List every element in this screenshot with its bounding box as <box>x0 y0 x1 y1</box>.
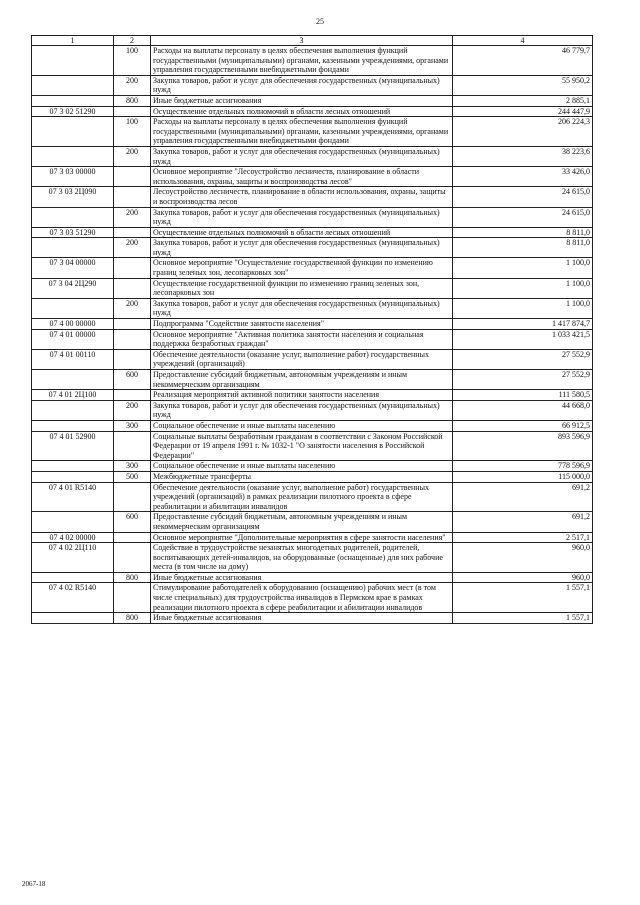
row-expense-type <box>114 583 151 613</box>
row-description: Социальные выплаты безработным гражданам в соответствии с Законом Российской Федерации от 19 апреля 1991 г. № 1032-1 "О занятости населения в Российской Федерации" <box>151 431 453 461</box>
row-expense-type: 200 <box>114 146 151 166</box>
row-description: Социальное обеспечение и иные выплаты населению <box>151 461 453 472</box>
table-row <box>32 512 593 532</box>
budget-table <box>31 35 593 624</box>
row-description: Осуществление отдельных полномочий в области лесных отношений <box>151 227 453 238</box>
row-description: Закупка товаров, работ и услуг для обеспечения государственных (муниципальных) нужд <box>151 146 453 166</box>
row-description: Лесоустройство лесничеств, планирование в области использования, охраны, защиты и воспроизводства лесов <box>151 187 453 207</box>
row-expense-type <box>114 278 151 298</box>
row-description: Закупка товаров, работ и услуг для обеспечения государственных (муниципальных) нужд <box>151 238 453 258</box>
table-row <box>32 207 593 227</box>
row-description: Осуществление государственной функции по изменению границ зеленых зон, лесопарковых зон <box>151 278 453 298</box>
row-description: Иные бюджетные ассигнования <box>151 95 453 106</box>
table-row <box>32 471 593 482</box>
row-code <box>32 400 114 420</box>
row-description: Основное мероприятие "Дополнительные мероприятия в сфере занятости населения" <box>151 532 453 543</box>
table-row <box>32 238 593 258</box>
table-row <box>32 532 593 543</box>
row-amount: 1 100,0 <box>453 278 593 298</box>
row-expense-type: 200 <box>114 207 151 227</box>
row-description: Предоставление субсидий бюджетным, автономным учреждениям и иным некоммерческим организациям <box>151 512 453 532</box>
table-row <box>32 46 593 76</box>
row-code: 07 4 01 2Ц100 <box>32 390 114 401</box>
row-expense-type: 800 <box>114 572 151 583</box>
row-amount: 44 668,0 <box>453 400 593 420</box>
row-amount: 960,0 <box>453 543 593 573</box>
row-code <box>32 117 114 147</box>
row-description: Закупка товаров, работ и услуг для обеспечения государственных (муниципальных) нужд <box>151 400 453 420</box>
row-expense-type: 800 <box>114 95 151 106</box>
row-expense-type <box>114 543 151 573</box>
header-col-1: 1 <box>32 36 114 46</box>
row-code: 07 4 02 00000 <box>32 532 114 543</box>
row-amount: 24 615,0 <box>453 207 593 227</box>
row-description: Обеспечение деятельности (оказание услуг, выполнение работ) государственных учреждений (организаций) в рамках реализации пилотного проекта в сфере реабилитации и абилитации инвалидов <box>151 482 453 512</box>
row-description: Осуществление отдельных полномочий в области лесных отношений <box>151 106 453 117</box>
row-expense-type <box>114 167 151 187</box>
row-expense-type <box>114 227 151 238</box>
row-amount: 1 417 874,7 <box>453 319 593 330</box>
page-number: 25 <box>316 17 324 26</box>
row-expense-type <box>114 532 151 543</box>
row-description: Иные бюджетные ассигнования <box>151 572 453 583</box>
row-code: 07 4 01 R5140 <box>32 482 114 512</box>
table-row <box>32 278 593 298</box>
row-description: Стимулирование работодателей к оборудованию (оснащению) рабочих мест (в том числе специальных) для трудоустройства инвалидов в Пермском крае в рамках реализации пилотного проекта в сфере реабилитации и абилитации инвалидов <box>151 583 453 613</box>
header-col-3: 3 <box>151 36 453 46</box>
row-expense-type: 300 <box>114 461 151 472</box>
row-expense-type <box>114 431 151 461</box>
table-row <box>32 95 593 106</box>
row-amount: 2 517,1 <box>453 532 593 543</box>
row-amount: 691,2 <box>453 482 593 512</box>
row-code <box>32 46 114 76</box>
row-amount: 2 885,1 <box>453 95 593 106</box>
table-row <box>32 187 593 207</box>
row-amount: 111 580,5 <box>453 390 593 401</box>
row-code <box>32 613 114 624</box>
row-description: Основное мероприятие "Осуществление государственной функции по изменению границ зеленых зон, лесопарковых зон" <box>151 258 453 278</box>
row-amount: 66 912,5 <box>453 420 593 431</box>
row-expense-type: 500 <box>114 471 151 482</box>
row-expense-type: 200 <box>114 75 151 95</box>
row-description: Социальное обеспечение и иные выплаты населению <box>151 420 453 431</box>
table-row <box>32 227 593 238</box>
table-row <box>32 543 593 573</box>
row-expense-type: 300 <box>114 420 151 431</box>
row-expense-type: 100 <box>114 117 151 147</box>
row-expense-type <box>114 349 151 369</box>
document-footer-code: 2067-18 <box>22 880 46 888</box>
row-code: 07 4 02 R5140 <box>32 583 114 613</box>
row-description: Предоставление субсидий бюджетным, автономным учреждениям и иным некоммерческим организациям <box>151 370 453 390</box>
table-row <box>32 329 593 349</box>
row-amount: 38 223,6 <box>453 146 593 166</box>
row-code: 07 4 00 00000 <box>32 319 114 330</box>
row-amount: 691,2 <box>453 512 593 532</box>
row-code: 07 3 04 2Ц290 <box>32 278 114 298</box>
row-description: Расходы на выплаты персоналу в целях обеспечения выполнения функций государственными (муниципальными) органами, казенными учреждениями, органами управления государственными внебюджетными фондами <box>151 117 453 147</box>
row-code <box>32 75 114 95</box>
row-code: 07 3 04 00000 <box>32 258 114 278</box>
header-col-2: 2 <box>114 36 151 46</box>
row-amount: 27 552,9 <box>453 349 593 369</box>
table-row <box>32 75 593 95</box>
table-row <box>32 167 593 187</box>
table-row <box>32 613 593 624</box>
row-amount: 46 779,7 <box>453 46 593 76</box>
table-row <box>32 349 593 369</box>
row-description: Закупка товаров, работ и услуг для обеспечения государственных (муниципальных) нужд <box>151 207 453 227</box>
table-row <box>32 431 593 461</box>
row-amount: 960,0 <box>453 572 593 583</box>
table-row <box>32 298 593 318</box>
row-expense-type <box>114 187 151 207</box>
row-amount: 33 426,0 <box>453 167 593 187</box>
row-code: 07 4 02 2Ц110 <box>32 543 114 573</box>
table-row <box>32 258 593 278</box>
row-expense-type <box>114 258 151 278</box>
table-row <box>32 572 593 583</box>
row-amount: 115 000,0 <box>453 471 593 482</box>
row-code <box>32 146 114 166</box>
table-row <box>32 400 593 420</box>
table-row <box>32 461 593 472</box>
row-code: 07 3 03 2Ц090 <box>32 187 114 207</box>
row-code: 07 3 02 51290 <box>32 106 114 117</box>
row-amount: 1 100,0 <box>453 298 593 318</box>
row-expense-type <box>114 482 151 512</box>
row-description: Иные бюджетные ассигнования <box>151 613 453 624</box>
row-code <box>32 370 114 390</box>
row-amount: 206 224,3 <box>453 117 593 147</box>
row-code <box>32 471 114 482</box>
table-row <box>32 583 593 613</box>
row-description: Подпрограмма "Содействие занятости населения" <box>151 319 453 330</box>
table-row <box>32 319 593 330</box>
header-col-4: 4 <box>453 36 593 46</box>
row-description: Основное мероприятие "Лесоустройство лесничеств, планирование в области использования, охраны, защиты и воспроизводства лесов" <box>151 167 453 187</box>
row-description: Закупка товаров, работ и услуг для обеспечения государственных (муниципальных) нужд <box>151 298 453 318</box>
row-amount: 244 447,9 <box>453 106 593 117</box>
row-description: Межбюджетные трансферты <box>151 471 453 482</box>
row-expense-type <box>114 390 151 401</box>
row-expense-type: 600 <box>114 512 151 532</box>
row-amount: 1 100,0 <box>453 258 593 278</box>
row-description: Реализация мероприятий активной политики занятости населения <box>151 390 453 401</box>
row-amount: 1 557,1 <box>453 583 593 613</box>
row-code <box>32 420 114 431</box>
row-expense-type: 800 <box>114 613 151 624</box>
row-code: 07 4 01 52900 <box>32 431 114 461</box>
row-amount: 1 557,1 <box>453 613 593 624</box>
row-code: 07 3 03 00000 <box>32 167 114 187</box>
row-code <box>32 298 114 318</box>
row-code: 07 4 01 00110 <box>32 349 114 369</box>
row-amount: 893 596,9 <box>453 431 593 461</box>
row-amount: 24 615,0 <box>453 187 593 207</box>
table-row <box>32 482 593 512</box>
row-expense-type: 200 <box>114 298 151 318</box>
table-row <box>32 420 593 431</box>
row-description: Обеспечение деятельности (оказание услуг, выполнение работ) государственных учреждений (организаций) <box>151 349 453 369</box>
row-description: Содействие в трудоустройстве незанятых многодетных родителей, родителей, воспитывающих детей-инвалидов, на оборудованные (оснащенные) для них рабочие места (в том числе на дому) <box>151 543 453 573</box>
table-row <box>32 390 593 401</box>
row-expense-type <box>114 106 151 117</box>
table-header-row <box>32 36 593 46</box>
row-amount: 8 811,0 <box>453 227 593 238</box>
row-description: Закупка товаров, работ и услуг для обеспечения государственных (муниципальных) нужд <box>151 75 453 95</box>
row-description: Расходы на выплаты персоналу в целях обеспечения выполнения функций государственными (муниципальными) органами, казенными учреждениями, органами управления государственными внебюджетными фондами <box>151 46 453 76</box>
row-amount: 8 811,0 <box>453 238 593 258</box>
row-code <box>32 207 114 227</box>
row-code: 07 3 03 51290 <box>32 227 114 238</box>
row-code <box>32 461 114 472</box>
row-amount: 778 596,9 <box>453 461 593 472</box>
row-amount: 55 950,2 <box>453 75 593 95</box>
row-amount: 27 552,9 <box>453 370 593 390</box>
table-row <box>32 146 593 166</box>
row-expense-type: 600 <box>114 370 151 390</box>
row-code <box>32 238 114 258</box>
row-expense-type: 200 <box>114 238 151 258</box>
row-code: 07 4 01 00000 <box>32 329 114 349</box>
row-expense-type: 100 <box>114 46 151 76</box>
row-expense-type <box>114 319 151 330</box>
table-row <box>32 370 593 390</box>
row-expense-type: 200 <box>114 400 151 420</box>
row-code <box>32 572 114 583</box>
row-code <box>32 95 114 106</box>
row-expense-type <box>114 329 151 349</box>
table-row <box>32 117 593 147</box>
table-row <box>32 106 593 117</box>
row-amount: 1 033 421,5 <box>453 329 593 349</box>
row-code <box>32 512 114 532</box>
row-description: Основное мероприятие "Активная политика занятости населения и социальная поддержка безработных граждан" <box>151 329 453 349</box>
